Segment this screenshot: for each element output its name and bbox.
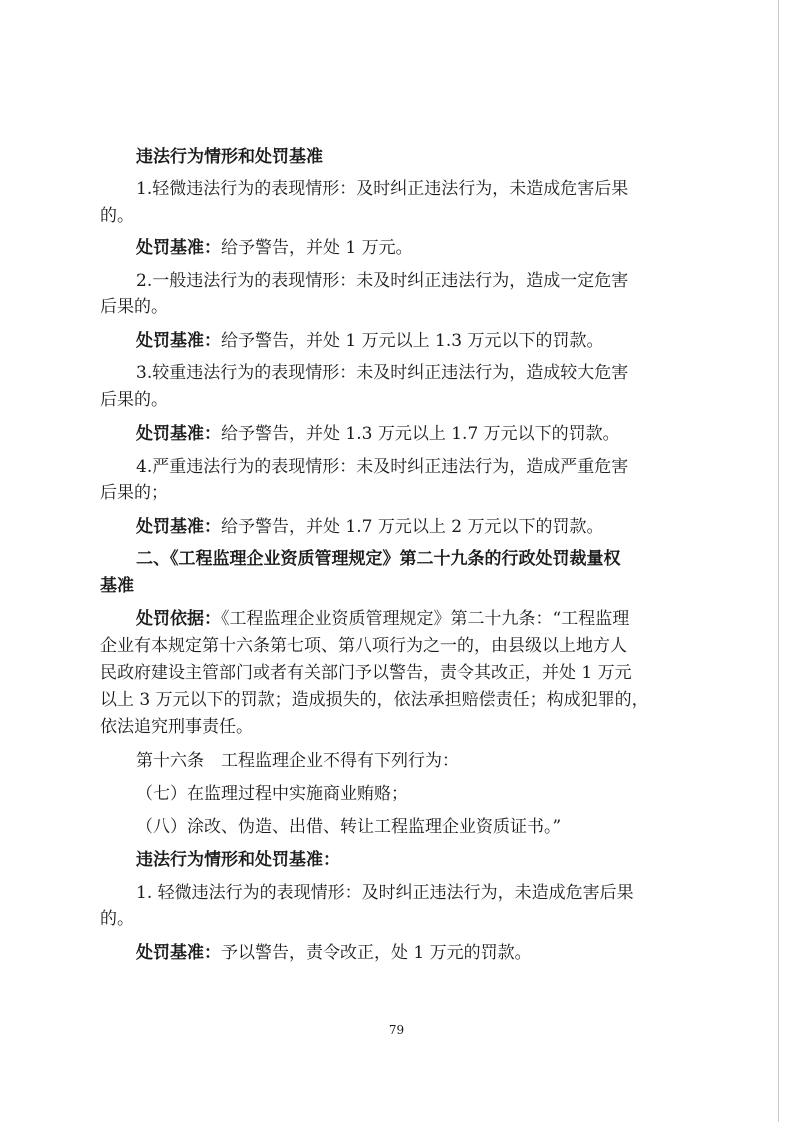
penalty-standard-text: 给予警告，并处 1 万元以上 1.3 万元以下的罚款。 (221, 331, 604, 351)
paragraph-line: 后果的。 (100, 297, 168, 317)
section-heading: 违法行为情形和处罚基准： (136, 850, 340, 870)
page-number: 79 (388, 1023, 405, 1037)
penalty-standard-label: 处罚基准： (136, 517, 221, 537)
penalty-standard (136, 330, 680, 352)
penalty-basis-text: 《工程监理企业资质管理规定》第二十九条：“工程监理 (221, 609, 630, 629)
section-heading: 违法行为情形和处罚基准 (136, 147, 323, 167)
penalty-standard-label: 处罚基准： (136, 238, 221, 258)
paragraph-line: 1. 轻微违法行为的表现情形：及时纠正违法行为，未造成危害后果 (136, 883, 634, 903)
paragraph-line: 企业有本规定第十六条第七项、第八项行为之一的，由县级以上地方人 (100, 636, 627, 656)
penalty-standard-text: 给予警告，并处 1.7 万元以上 2 万元以下的罚款。 (221, 517, 604, 537)
penalty-standard-text: 予以警告，责令改正，处 1 万元的罚款。 (221, 943, 532, 963)
paragraph-line: 1.轻微违法行为的表现情形：及时纠正违法行为，未造成危害后果 (136, 179, 629, 199)
penalty-standard (136, 237, 680, 259)
article-item: （八）涂改、伪造、出借、转让工程监理企业资质证书。” (136, 817, 562, 837)
paragraph-line: 3.较重违法行为的表现情形：未及时纠正违法行为，造成较大危害 (136, 363, 629, 383)
penalty-standard-label: 处罚基准： (136, 424, 221, 444)
penalty-basis (136, 608, 680, 630)
article-line: 第十六条 工程监理企业不得有下列行为： (136, 751, 459, 771)
penalty-standard-text: 给予警告，并处 1.3 万元以上 1.7 万元以下的罚款。 (221, 424, 620, 444)
paragraph-line: 的。 (100, 909, 134, 929)
paragraph-line: 4.严重违法行为的表现情形：未及时纠正违法行为，造成严重危害 (136, 457, 629, 477)
penalty-standard-text: 给予警告，并处 1 万元。 (221, 238, 413, 258)
paragraph-line: 的。 (100, 206, 134, 226)
paragraph-line: 2.一般违法行为的表现情形：未及时纠正违法行为，造成一定危害 (136, 271, 629, 291)
paragraph-line: 依法追究刑事责任。 (100, 717, 253, 737)
penalty-standard-label: 处罚基准： (136, 943, 221, 963)
section-title: 二、《工程监理企业资质管理规定》第二十九条的行政处罚裁量权 (136, 549, 621, 569)
paragraph-line: 后果的； (100, 483, 168, 503)
section-title: 基准 (100, 576, 134, 596)
paragraph-line: 以上 3 万元以下的罚款；造成损失的，依法承担赔偿责任；构成犯罪的， (100, 690, 649, 710)
penalty-standard (136, 423, 680, 445)
penalty-basis-label: 处罚依据： (136, 609, 221, 629)
penalty-standard-label: 处罚基准： (136, 331, 221, 351)
penalty-standard (136, 942, 680, 964)
article-item: （七）在监理过程中实施商业贿赂； (136, 784, 408, 804)
paragraph-line: 后果的。 (100, 390, 168, 410)
scan-edge-line (778, 0, 779, 1122)
paragraph-line: 民政府建设主管部门或者有关部门予以警告，责令其改正，并处 1 万元 (100, 663, 632, 683)
penalty-standard (136, 516, 680, 538)
